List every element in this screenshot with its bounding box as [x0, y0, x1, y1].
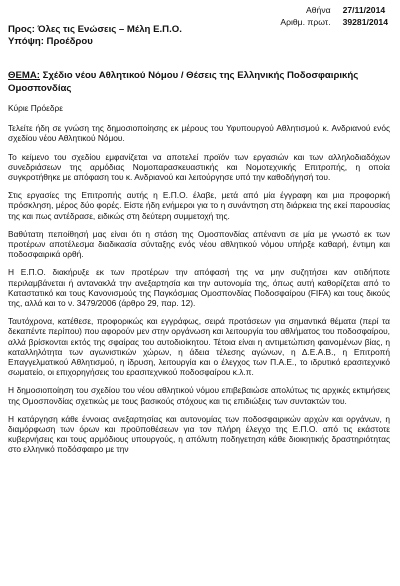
subject-text: Σχέδιο νέου Αθλητικού Νόμου / Θέσεις της Ελληνικής Ποδοσφαιρικής Ομοσπονδίας	[8, 70, 359, 94]
body-paragraph: Η κατάργηση κάθε έννοιας ανεξαρτησίας και αυτονομίας των ποδοσφαιρικών αρχών και οργάνων, η διαμόρφωση των όρων και προϋποθέσεων για τον πλήρη έλεγχο της Ε.Π.Ο. από τις εκάστοτε κυβερνήσεις και τους αρμόδιους υπουργούς, η απόλυτη ποδηγετηση κάθε διοικητικής δραστηριότητας στο ελληνικό ποδόσφαιρο με την	[8, 413, 390, 455]
body-paragraph: Ταυτόχρονα, κατέθεσε, προφορικώς και εγγράφως, σειρά προτάσεων για σημαντικά θέματα (περί τα δεκαπέντε περίπου) που αφορούν μεν στην οργάνωση και λειτουργία του αθλήματος του ποδοσφαίρου, αλλά βρίσκονται εκτός της σφαίρας του αυτοδιοίκητου. Τέτοια είναι η αντιμετώπιση φαινομένων βίας, η καταλληλότητα των αγωνιστικών χώρων, η άδεια τέλεσης αγώνων, η Δ.Ε.Α.Β., η Επιτροπή Επαγγελματικού Αθλητισμού, η ίδρυση, λειτουργία και ο έλεγχος των Π.Α.Ε., το ιδρυτικό ερασιτεχνικό σωματείο, οι επιχορηγήσεις του ερασιτεχνικού ποδοσφαίρου κ.λ.π.	[8, 316, 390, 378]
recipient-to: Προς: Όλες τις Ενώσεις – Μέλη Ε.Π.Ο.	[8, 24, 182, 35]
body-paragraph: Βαθύτατη πεποίθησή μας είναι ότι η στάση της Ομοσπονδίας απέναντι σε μία με γνωστό εκ των προτέρων αποτέλεσμα διαδικασία σύνταξης ενός νέου αθλητικού νόμου υπήρξε καθαρή, έντιμη και ποδοσφαιρικά ορθή.	[8, 228, 390, 260]
letter-meta	[273, 4, 388, 28]
body-paragraph: Η Ε.Π.Ο. διακήρυξε εκ των προτέρων την απόφασή της να μην συζητήσει καν οτιδήποτε περιλαμβάνεται ή αντανακλά την ανεξαρτησία και την αυτονομία της, όπως αυτή καθορίζεται από το Καταστατικό και τους Κανονισμούς της Παγκόσμιας Ομοσπονδίας Ποδοσφαίρου (FIFA) και τους δικούς της, αλλά και το ν. 3479/2006 (άρθρο 29, παρ. 12).	[8, 267, 390, 309]
letter-date: 27/11/2014	[342, 5, 386, 15]
recipient-attention: Υπόψη: Προέδρου	[8, 36, 93, 47]
body-paragraph: Η δημοσιοποίηση του σχεδίου του νέου αθλητικού νόμου επιβεβαιώσε απολύτως τις αρχικές εκτιμήσεις της Ομοσπονδίας σχετικώς με τους βασικούς στόχους και τις επιδιώξεις των συντακτών του.	[8, 385, 390, 406]
place-date-label: Αθήνα	[306, 5, 331, 15]
date-row	[273, 4, 388, 16]
subject-label: ΘΕΜΑ:	[8, 70, 40, 81]
recipient-block	[8, 24, 182, 48]
body-paragraph: Στις εργασίες της Επιτροπής αυτής η Ε.Π.Ο. έλαβε, μετά από μία έγγραφη και μια προφορική πρόσκληση, μέρος δύο φορές. Είστε ήδη ενήμεροι για το η συνάντηση στη διάρκεια της εκεί παρουσίας της και πως αντέδρασε, ειδικώς στη δεύτερη συμμετοχή της.	[8, 190, 390, 221]
body-paragraph: Το κείμενο του σχεδίου εμφανίζεται να αποτελεί προϊόν των εργασιών και των αλληλοδιαδόχων συνεδριάσεων της αρμόδιας Νομοπαρασκευαστικής και Νομοτεχνικής Επιτροπής, η οποία συγκροτήθηκε με απόφαση του κ. Ανδριανού και λειτούργησε υπό την καθοδήγησή του.	[8, 151, 390, 183]
protocol-row	[273, 16, 388, 28]
body-paragraph: Τελείτε ήδη σε γνώση της δημοσιοποίησης εκ μέρους του Υφυπουργού Αθλητισμού κ. Ανδριανού ενός σχεδίου νέου Αθλητικού Νόμου.	[8, 123, 390, 144]
subject-line	[8, 70, 390, 95]
protocol-number: 39281/2014	[342, 17, 388, 27]
protocol-label: Αριθμ. πρωτ.	[280, 17, 331, 27]
letter-body	[8, 103, 390, 463]
salutation: Κύριε Πρόεδρε	[8, 103, 64, 113]
